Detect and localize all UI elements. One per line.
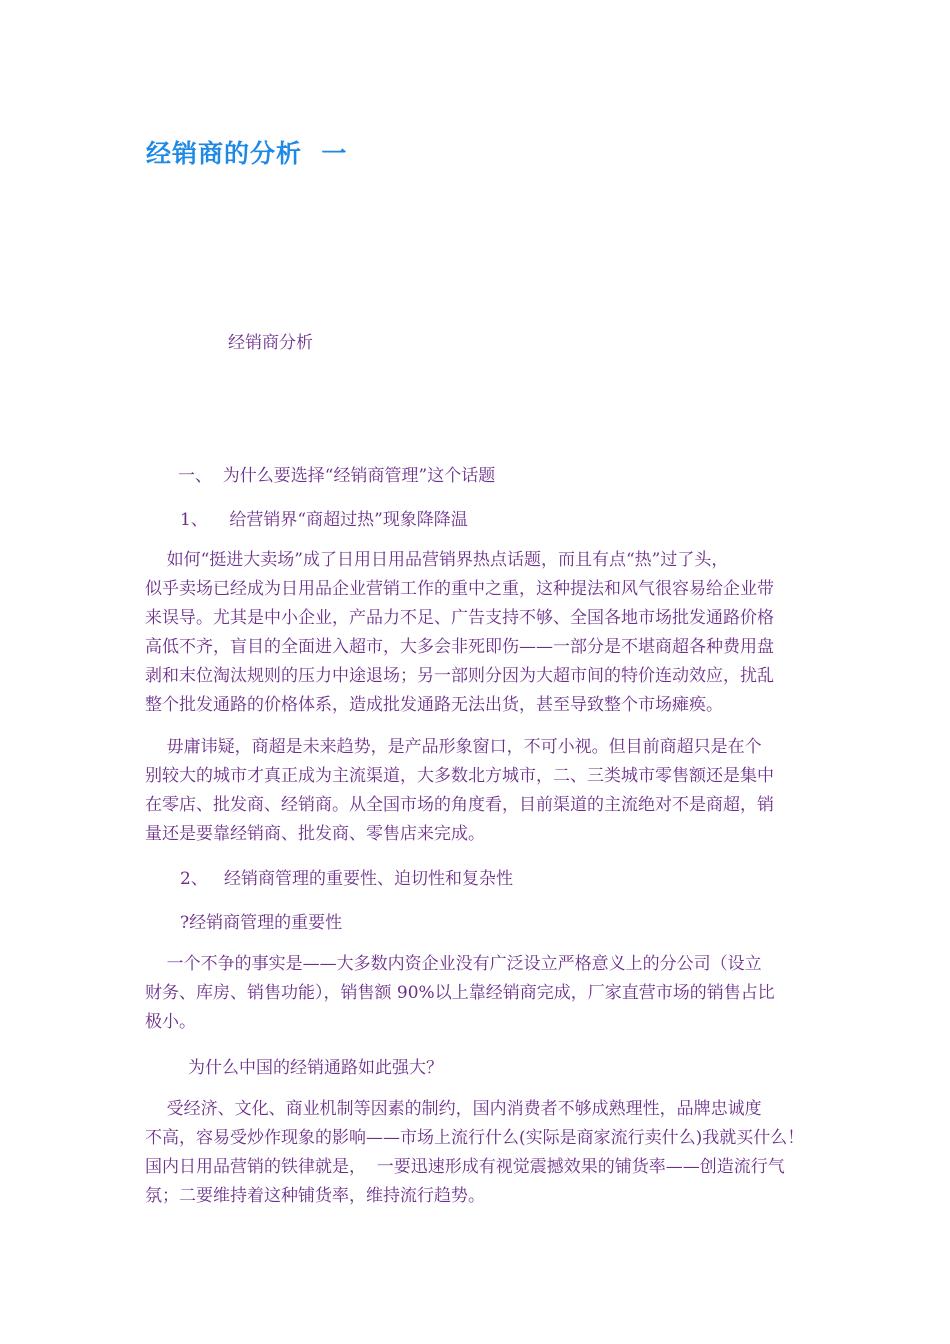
paragraph-3 [145,950,810,1037]
paragraph-line: 似乎卖场已经成为日用品企业营销工作的重中之重，这种提法和风气很容易给企业带 [145,579,774,599]
paragraph-line: 不高，容易受炒作现象的影响——市场上流行什么(实际是商家流行卖什么)我就买什么！ [145,1128,805,1148]
document-title: 经销商的分析 一 [146,139,348,168]
paragraph-line: 一个不争的事实是——大多数内资企业没有广泛设立严格意义上的分公司（设立 [145,954,762,974]
document-subtitle: 经销商分析 [228,333,313,353]
paragraph-1 [145,546,810,720]
paragraph-line: 国内日用品营销的铁律就是， 一要迅速形成有视觉震撼效果的铺货率——创造流行气 [145,1157,785,1177]
paragraph-line: 别较大的城市才真正成为主流渠道，大多数北方城市，二、三类城市零售额还是集中 [145,766,774,786]
paragraph-line: 受经济、文化、商业机制等因素的制约，国内消费者不够成熟理性，品牌忠诚度 [145,1099,762,1119]
paragraph-line: 如何“挺进大卖场”成了日用日用品营销界热点话题，而且有点“热”过了头， [145,550,729,570]
question-heading: 为什么中国的经销通路如此强大？ [188,1058,443,1078]
paragraph-line: 毋庸讳疑，商超是未来趋势，是产品形象窗口，不可小视。但目前商超只是在个 [145,737,762,757]
paragraph-line: 来误导。尤其是中小企业，产品力不足、广告支持不够、全国各地市场批发通路价格 [145,608,774,628]
item-heading-1: 1、 给营销界“商超过热”现象降降温 [180,510,468,530]
paragraph-4 [145,1095,810,1211]
paragraph-line: 财务、库房、销售功能），销售额 90%以上靠经销商完成，厂家直营市场的销售占比 [145,983,775,1003]
paragraph-2 [145,733,810,849]
sub-heading: ?经销商管理的重要性 [180,913,343,933]
paragraph-line: 高低不齐，盲目的全面进入超市，大多会非死即伤——一部分是不堪商超各种费用盘 [145,637,774,657]
paragraph-line: 在零店、批发商、经销商。从全国市场的角度看，目前渠道的主流绝对不是商超，销 [145,795,774,815]
section-heading-1: 一、 为什么要选择“经销商管理”这个话题 [178,466,496,486]
paragraph-line: 剥和末位淘汰规则的压力中途退场；另一部则分因为大超市间的特价连动效应，扰乱 [145,666,774,686]
paragraph-line: 极小。 [145,1012,196,1032]
item-heading-2: 2、 经销商管理的重要性、迫切性和复杂性 [180,869,514,889]
paragraph-line: 整个批发通路的价格体系，造成批发通路无法出货，甚至导致整个市场瘫痪。 [145,695,723,715]
paragraph-line: 氛；二要维持着这种铺货率，维持流行趋势。 [145,1186,485,1206]
paragraph-line: 量还是要靠经销商、批发商、零售店来完成。 [145,824,485,844]
